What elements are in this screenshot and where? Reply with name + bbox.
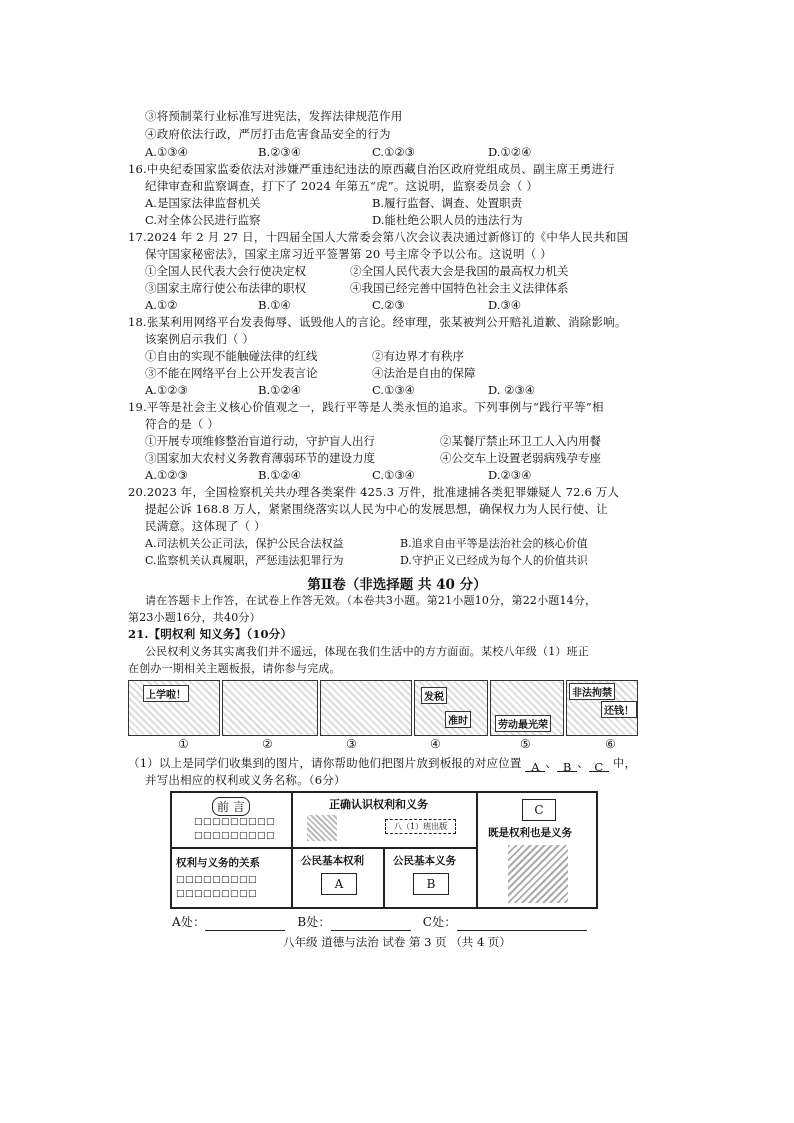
q16-option-c: C.对全体公民进行监察	[145, 213, 261, 227]
q21-sub1-line1: （1）以上是同学们收集到的图片，请你帮助他们把图片放到板报的对应位置 A 、 B 、 C 中，	[128, 756, 637, 774]
illustration-number-2: ②	[262, 737, 273, 751]
blank-b[interactable]: B	[557, 759, 577, 772]
q21-intro-line2: 在创办一期相关主题板报，请你参与完成。	[128, 662, 341, 675]
q19-item1: ①开展专项维修整治盲道行动，守护盲人出行	[145, 434, 375, 448]
q18-option-a: A.①②③	[145, 383, 188, 397]
q15-option-c: C.①②③	[372, 145, 415, 159]
q15-option-a: A.①③④	[145, 145, 188, 159]
q18-option-b: B.①②④	[258, 383, 302, 397]
q17-option-a: A.①②	[145, 298, 178, 312]
q20-stem-line3: 民满意。这体现了（ ）	[145, 519, 266, 533]
q16-option-b: B.履行监督、调查、处置职责	[372, 196, 523, 210]
board-box-a: A	[321, 873, 357, 895]
q19-stem-line1: 19.平等是社会主义核心价值观之一，践行平等是人类永恒的追求。下列事例与“践行平等”相	[128, 400, 604, 414]
q18-item4: ④法治是自由的保障	[372, 366, 476, 380]
illustration-number-3: ③	[346, 737, 357, 751]
board-preface-lines-1: □□□□□□□□□	[194, 817, 276, 827]
board-both-label: 既是权利也是义务	[488, 827, 572, 839]
q19-option-d: D.②③④	[488, 468, 532, 482]
page-footer: 八年级 道德与法治 试卷 第 3 页 （共 4 页）	[283, 935, 511, 949]
board-relation-title: 权利与义务的关系	[176, 857, 260, 869]
illustration-6-caption-repay: 还钱！	[601, 701, 637, 718]
illustration-number-5: ⑤	[520, 737, 531, 751]
board-preface-title: 前 言	[212, 797, 250, 816]
board-rights-cell	[292, 848, 384, 908]
board-relation-cell	[171, 848, 292, 908]
q18-option-c: C.①③④	[372, 383, 415, 397]
q20-option-c: C.监察机关认真履职，严惩违法犯罪行为	[145, 554, 344, 567]
q17-item4: ④我国已经完善中国特色社会主义法律体系	[350, 281, 569, 295]
q19-option-a: A.①②③	[145, 468, 188, 482]
blackboard-layout	[170, 791, 598, 909]
board-preface-lines-2: □□□□□□□□□	[194, 831, 276, 841]
board-relation-lines-1: □□□□□□□□□	[176, 875, 258, 885]
q16-stem-line1: 16.中央纪委国家监委依法对涉嫌严重违纪违法的原西藏自治区政府党组成员、副主席王勇进行	[128, 162, 615, 176]
q20-option-a: A.司法机关公正司法，保护公民合法权益	[145, 537, 344, 550]
illustration-4-caption-tax: 发税	[421, 687, 447, 704]
q20-option-b: B.追求自由平等是法治社会的核心价值	[400, 537, 588, 550]
illustration-1	[128, 680, 220, 736]
board-box-b: B	[413, 873, 449, 895]
board-preface-cell	[171, 792, 292, 848]
illustration-5	[490, 680, 564, 736]
q18-stem-line2: 该案例启示我们（ ）	[145, 332, 255, 346]
q16-option-d: D.能杜绝公职人员的违法行为	[372, 213, 523, 227]
illustration-number-4: ④	[430, 737, 441, 751]
q18-option-d: D. ②③④	[488, 383, 536, 397]
q17-item2: ②全国人民代表大会是我国的最高权力机关	[350, 264, 569, 278]
illustration-3	[320, 680, 412, 736]
board-class-tag: 八（1）班出版	[385, 819, 456, 834]
answer-label-b: B处：	[297, 915, 331, 929]
q20-stem-line1: 20.2023 年，全国检察机关共办理各类案件 425.3 万件，批准逮捕各类犯罪嫌疑人 72.6 万人	[128, 485, 620, 499]
q18-stem-line1: 18.张某利用网络平台发表侮辱、诋毁他人的言论。经审理，张某被判公开赔礼道歉、消除影响。	[128, 315, 627, 329]
q21-sub1-line2: 并写出相应的权利或义务名称。（6分）	[145, 773, 346, 787]
q17-item1: ①全国人民代表大会行使决定权	[145, 264, 306, 278]
q19-item2: ②某餐厅禁止环卫工人入内用餐	[440, 434, 601, 448]
answer-blank-c[interactable]	[457, 918, 587, 931]
q21-sub1-text: （1）以上是同学们收集到的图片，请你帮助他们把图片放到板报的对应位置	[128, 756, 522, 770]
illustration-4-caption-ontime: 准时	[445, 711, 471, 728]
answer-blank-a[interactable]	[205, 918, 285, 931]
q21-heading: 21.【明权利 知义务】（10分）	[128, 627, 293, 641]
illustration-1-caption: 上学啦！	[143, 685, 189, 702]
q15-option-b: B.②③④	[258, 145, 302, 159]
illustration-number-1: ①	[178, 737, 189, 751]
board-center-top-cell	[292, 792, 477, 848]
board-rights-title: 公民基本权利	[301, 855, 364, 867]
q20-option-d: D.守护正义已经成为每个人的价值共识	[400, 554, 588, 567]
q15-option-d: D.①②④	[488, 145, 532, 159]
q19-option-b: B.①②④	[258, 468, 302, 482]
board-center-illustration	[307, 815, 337, 841]
blank-a[interactable]: A	[525, 759, 545, 772]
q19-stem-line2: 符合的是（ ）	[145, 417, 220, 431]
q17-option-b: B.①④	[258, 298, 291, 312]
illustration-6-caption-detention: 非法拘禁	[569, 683, 615, 700]
part2-instruction-line2: 第23小题16分，共40分）	[128, 611, 261, 624]
q18-item1: ①自由的实现不能触碰法律的红线	[145, 349, 318, 363]
q15-item4: ④政府依法行政，严厉打击危害食品安全的行为	[145, 127, 391, 141]
q20-stem-line2: 提起公诉 168.8 万人，紧紧围绕落实以人民为中心的发展思想，确保权力为人民行使、让	[145, 502, 608, 516]
q21-intro-line1: 公民权利义务其实离我们并不遥远，体现在我们生活中的方方面面。某校八年级（1）班正	[145, 645, 589, 658]
answer-label-a: A处：	[172, 915, 206, 929]
q17-stem-line2: 保守国家秘密法》，国家主席习近平签署第 20 号主席令予以公布。这说明（ ）	[145, 247, 552, 261]
board-duties-title: 公民基本义务	[393, 855, 456, 867]
board-duties-cell	[384, 848, 477, 908]
illustration-number-6: ⑥	[605, 737, 616, 751]
q16-stem-line2: 纪律审查和监察调查，打下了 2024 年第五“虎”。这说明，监察委员会（ ）	[145, 179, 539, 193]
q18-item2: ②有边界才有秩序	[372, 349, 464, 363]
board-box-c: C	[522, 799, 556, 821]
q19-item4: ④公交车上设置老弱病残孕专座	[440, 451, 601, 465]
illustration-4	[414, 680, 488, 736]
q17-item3: ③国家主席行使公布法律的职权	[145, 281, 306, 295]
board-relation-lines-2: □□□□□□□□□	[176, 889, 258, 899]
part2-instruction-line1: 请在答题卡上作答，在试卷上作答无效。（本卷共3小题。第21小题10分，第22小题14分，	[145, 594, 597, 607]
board-center-title: 正确认识权利和义务	[329, 798, 428, 811]
board-balance-illustration	[508, 845, 568, 903]
blank-c[interactable]: C	[589, 759, 609, 772]
board-right-cell	[477, 792, 597, 908]
q17-stem-line1: 17.2024 年 2 月 27 日，十四届全国人大常委会第八次会议表决通过新修订的《中华人民共和国	[128, 230, 629, 244]
q17-option-d: D.③④	[488, 298, 522, 312]
answer-blank-b[interactable]	[331, 918, 411, 931]
part2-title: 第Ⅱ卷（非选择题 共 40 分）	[307, 577, 487, 593]
answer-row	[172, 914, 587, 931]
illustration-2	[222, 680, 318, 736]
q18-item3: ③不能在网络平台上公开发表言论	[145, 366, 318, 380]
illustration-5-caption: 劳动最光荣	[495, 715, 551, 732]
q19-item3: ③国家加大农村义务教育薄弱环节的建设力度	[145, 451, 375, 465]
answer-label-c: C处：	[422, 915, 457, 929]
q16-option-a: A.是国家法律监督机关	[145, 196, 261, 210]
illustration-6	[566, 680, 638, 736]
q15-item3: ③将预制菜行业标准写进宪法，发挥法律规范作用	[145, 109, 403, 123]
q19-option-c: C.①③④	[372, 468, 415, 482]
q17-option-c: C.②③	[372, 298, 405, 312]
